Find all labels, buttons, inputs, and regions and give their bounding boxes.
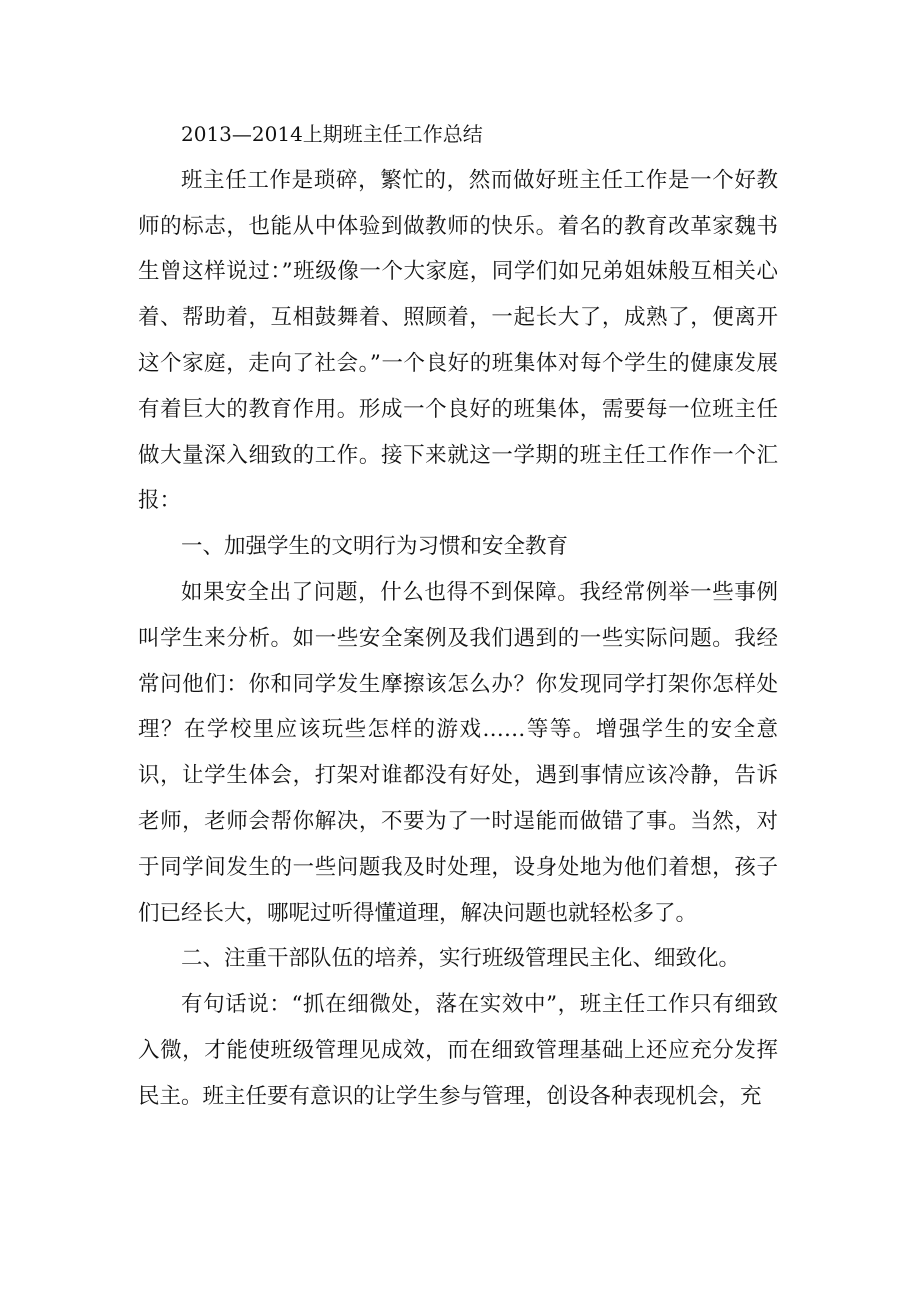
section-heading-1: 一、加强学生的文明行为习惯和安全教育 — [181, 534, 569, 560]
section-heading-2: 二、注重干部队伍的培养，实行班级管理民主化、细致化。 — [181, 946, 741, 972]
paragraph-management: 有句话说：“抓在细微处，落在实效中”，班主任工作只有细致入微，才能使班级管理见成效，而在细致管理基础上还应充分发挥民主。班主任要有意识的让学生参与管理，创设各种表现机会，充 — [138, 992, 778, 1109]
document-title: 2013—2014上期班主任工作总结 — [181, 122, 483, 146]
document-body — [138, 112, 778, 1120]
paragraph-intro: 班主任工作是琐碎，繁忙的，然而做好班主任工作是一个好教师的标志，也能从中体验到做教师的快乐。着名的教育改革家魏书生曾这样说过：”班级像一个大家庭，同学们如兄弟姐妹般互相关心着、帮助着，互相鼓舞着、照顾着，一起长大了，成熟了，便离开这个家庭，走向了社会。”一个良好的班集体对每个学生的健康发展有着巨大的教育作用。形成一个良好的班集体，需要每一位班主任做大量深入细致的工作。接下来就这一学期的班主任工作作一个汇报： — [138, 167, 778, 514]
paragraph-safety: 如果安全出了问题，什么也得不到保障。我经常例举一些事例叫学生来分析。如一些安全案例及我们遇到的一些实际问题。我经常问他们：你和同学发生摩擦该怎么办？你发现同学打架你怎样处理？在学校里应该玩些怎样的游戏……等等。增强学生的安全意识，让学生体会，打架对谁都没有好处，遇到事情应该冷静，告诉老师，老师会帮你解决，不要为了一时逞能而做错了事。当然，对于同学间发生的一些问题我及时处理，设身处地为他们着想，孩子们已经长大，哪呢过听得懂道理，解决问题也就轻松多了。 — [138, 579, 778, 926]
